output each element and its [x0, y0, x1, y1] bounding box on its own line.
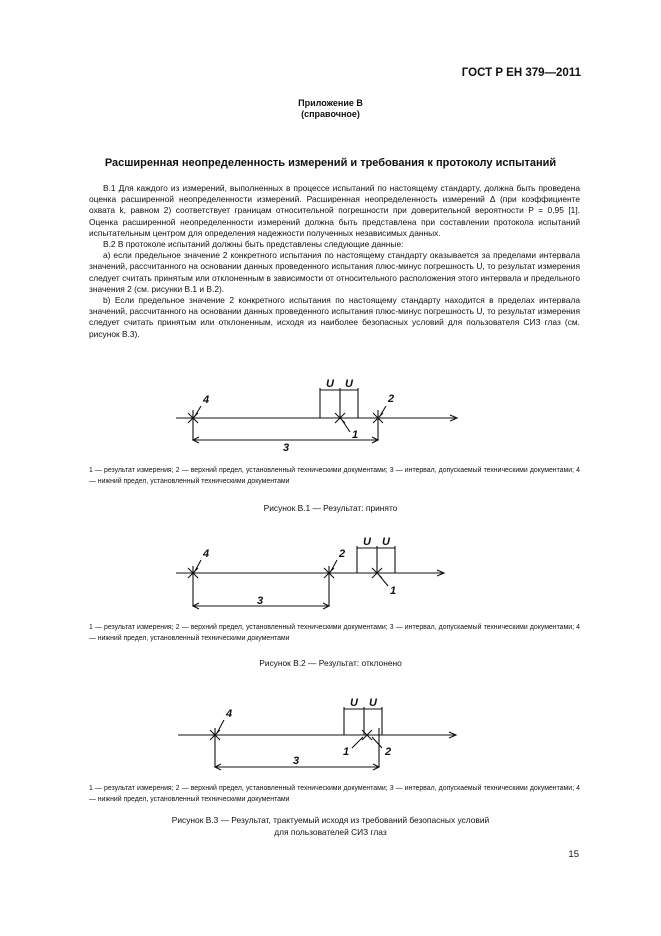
label-u-right: U: [345, 378, 353, 390]
label-u-right: U: [369, 697, 377, 709]
label-3: 3: [283, 442, 290, 454]
paragraph-a: a) если предельное значение 2 конкретного испытания по настоящему стандарту оказывается за пределами интервала значений, рассчитанного на основании данных проведенного испытания плюс-минус погрешность U, то результат измерения следует считать принятым или отклоненным в зависимости от относительного расположения этого интервала и предельного значения 2 (см. рисунки В.1 и В.2).: [89, 250, 580, 294]
figure-b2-legend: 1 — результат измерения; 2 — верхний предел, установленный техническими документами; 3 — интервал, допускаемый техническими документами; 4 — нижний предел, установленный техническими документами: [89, 624, 580, 642]
figure-b3-diagram: [0, 690, 661, 790]
label-1: 1: [390, 585, 397, 597]
label-3: 3: [293, 755, 300, 767]
annex-title: Приложение В: [298, 98, 363, 108]
label-u-left: U: [363, 536, 371, 548]
label-2: 2: [339, 548, 346, 560]
paragraph-b1: В.1 Для каждого из измерений, выполненных в процессе испытаний по настоящему стандарту, должна быть проведена оценка расширенной неопределенности измерений. Расширенная неопределенность измерений Δ (при коэффициенте охвата k, равном 2) соответствует границам относительной погрешности при доверительной вероятности P = 0,95 [1]. Оценка расширенной неопределенности измерений должна быть представлена при составлении протокола испытаний испытательным центром для определения надежности полученных независимых данных.: [89, 183, 580, 238]
label-4: 4: [226, 708, 233, 720]
figure-b2-caption: Рисунок В.2 — Результат: отклонено: [259, 658, 402, 668]
section-title: Расширенная неопределенность измерений и требования к протоколу испытаний: [104, 157, 557, 169]
figure-b3-caption-line2: для пользователей СИЗ глаз: [274, 827, 387, 837]
figure-b3-caption-line1: Рисунок В.3 — Результат, трактуемый исходя из требований безопасных условий: [171, 815, 490, 825]
label-2: 2: [388, 393, 395, 405]
body-text: [89, 183, 580, 340]
figure-b1-diagram: [0, 350, 661, 454]
document-header: ГОСТ Р ЕН 379—2011: [461, 67, 581, 79]
label-4: 4: [203, 548, 210, 560]
label-u-left: U: [350, 697, 358, 709]
label-1: 1: [352, 429, 359, 441]
label-4: 4: [203, 394, 210, 406]
figure-b3-legend: 1 — результат измерения; 2 — верхний предел, установленный техническими документами; 3 — интервал, допускаемый техническими документами; 4 — нижний предел, установленный техническими документами: [89, 785, 580, 803]
paragraph-b2: В.2 В протоколе испытаний должны быть представлены следующие данные:: [103, 239, 404, 250]
figure-b2-diagram: [0, 530, 661, 630]
label-u-left: U: [326, 378, 334, 390]
label-3: 3: [257, 595, 264, 607]
label-1: 1: [343, 746, 350, 758]
page-number: 15: [568, 849, 579, 860]
annex-subtitle: (справочное): [301, 109, 360, 119]
figure-b1-caption: Рисунок В.1 — Результат: принято: [263, 503, 398, 513]
label-2: 2: [385, 746, 392, 758]
label-u-right: U: [382, 536, 390, 548]
figure-b1-legend: 1 — результат измерения; 2 — верхний предел, установленный техническими документами; 3 — интервал, допускаемый техническими документами; 4 — нижний предел, установленный техническими документами: [89, 467, 580, 485]
paragraph-b: b) Если предельное значение 2 конкретного испытания по настоящему стандарту находится в пределах интервала значений, рассчитанного на основании данных проведенного испытания плюс-минус погрешность U, то результат измерения следует считать принятым или отклоненным, исходя из наиболее безопасных условий для пользователя СИЗ глаз (см. рисунок В.3).: [89, 295, 580, 339]
